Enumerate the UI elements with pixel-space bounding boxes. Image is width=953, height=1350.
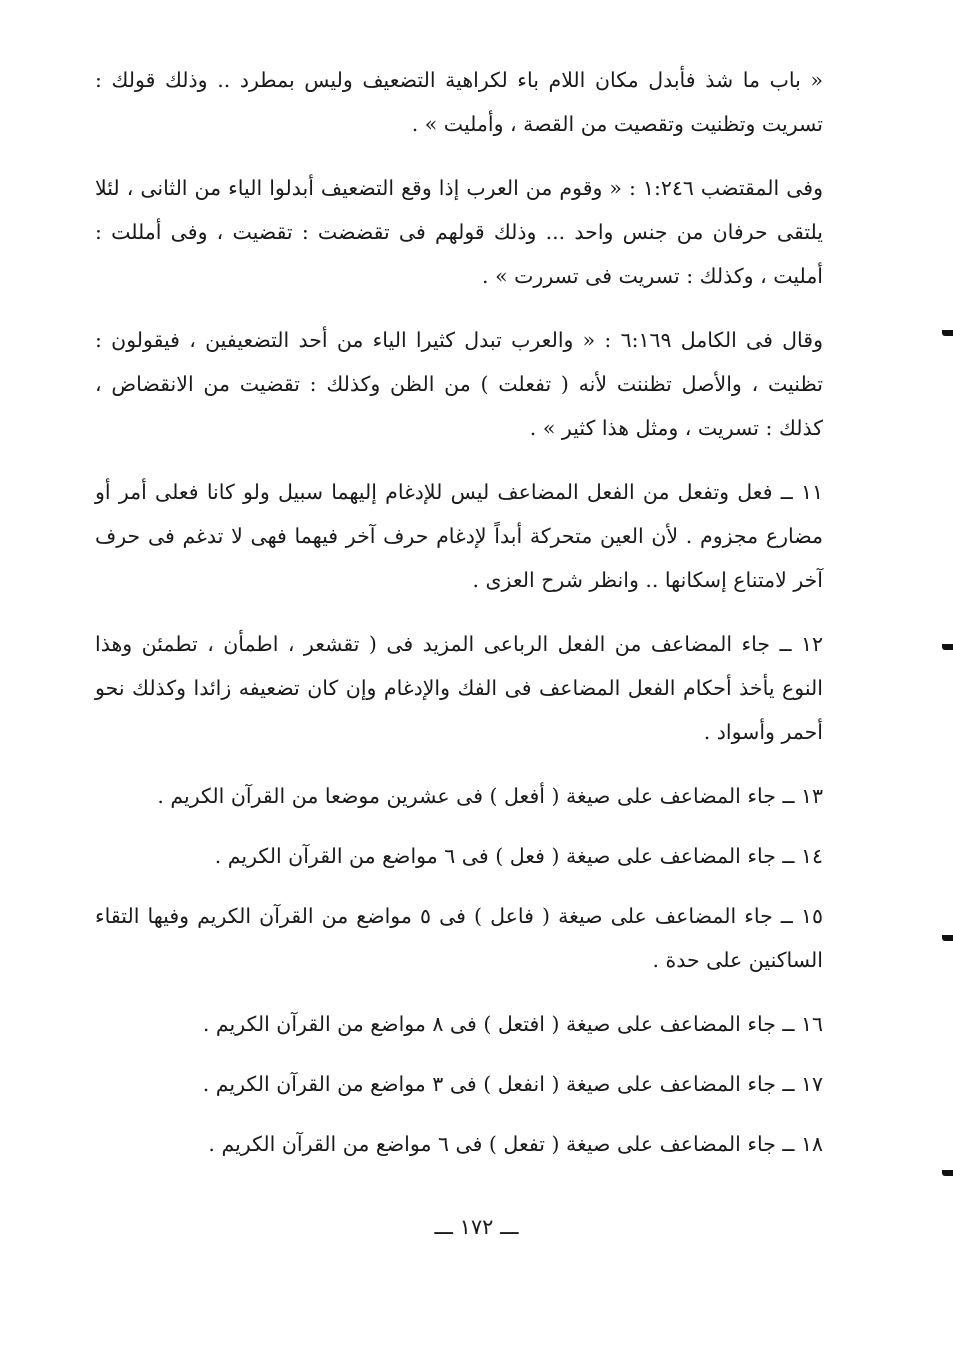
- paragraph-item-16: ١٦ ــ جاء المضاعف على صيغة ( افتعل ) فى ٨ مواضع من القرآن الكريم .: [202, 1012, 823, 1036]
- scan-edge-mark: [942, 644, 953, 650]
- paragraph-quote-1: « باب ما شذ فأبدل مكان اللام باء لكراهية التضعيف وليس بمطرد .. وذلك قولك : تسريت وتظنيت وتقصيت من القصة ، وأمليت » .: [95, 68, 823, 136]
- paragraph-item-18: ١٨ ــ جاء المضاعف على صيغة ( تفعل ) فى ٦ مواضع من القرآن الكريم .: [208, 1132, 823, 1156]
- paragraph-item-14: ١٤ ــ جاء المضاعف على صيغة ( فعل ) فى ٦ مواضع من القرآن الكريم .: [214, 844, 823, 868]
- paragraph-item-15: ١٥ ــ جاء المضاعف على صيغة ( فاعل ) فى ٥ مواضع من القرآن الكريم وفيها التقاء الساكنين على حدة .: [95, 904, 824, 972]
- paragraph-item-11: ١١ ــ فعل وتفعل من الفعل المضاعف ليس للإدغام إليهما سبيل ولو كانا فعلى أمر أو مضارع مجزوم . لأن العين متحركة أبداً لإدغام حرف آخر فيهما فهى لا تدغم فى حرف آخر لامتناع إسكانها .. وانظر شرح العزى .: [95, 480, 823, 592]
- page-body: [95, 58, 823, 1328]
- scan-edge-mark: [942, 935, 953, 941]
- paragraph-kamil: وقال فى الكامل ٦:١٦٩ : « والعرب تبدل كثيرا الياء من أحد التضعيفين ، فيقولون : تظنيت ، والأصل تظننت لأنه ( تفعلت ) من الظن وكذلك : تقضيت من الانقضاض ، كذلك : تسريت ، ومثل هذا كثير » .: [95, 328, 823, 440]
- page-number: ـــ ١٧٢ ـــ: [434, 1215, 519, 1239]
- paragraph-item-12: ١٢ ــ جاء المضاعف من الفعل الرباعى المزيد فى ( تقشعر ، اطمأن ، تطمئن وهذا النوع يأخذ أحكام الفعل المضاعف فى الفك والإدغام وإن كان تضعيفه زائدا وكذلك نحو أحمر وأسواد .: [95, 632, 823, 744]
- scan-edge-mark: [942, 1170, 953, 1176]
- paragraph-item-13: ١٣ ــ جاء المضاعف على صيغة ( أفعل ) فى عشرين موضعا من القرآن الكريم .: [157, 784, 823, 808]
- scan-edge-mark: [942, 330, 953, 336]
- paragraph-muqtadab: وفى المقتضب ١:٢٤٦ : « وقوم من العرب إذا وقع التضعيف أبدلوا الياء من الثانى ، لئلا يلتقى حرفان من جنس واحد ... وذلك قولهم فى تقضضت : تقضيت ، وفى أمللت : أمليت ، وكذلك : تسريت فى تسررت » .: [95, 176, 823, 288]
- paragraph-item-17: ١٧ ــ جاء المضاعف على صيغة ( انفعل ) فى ٣ مواضع من القرآن الكريم .: [202, 1072, 823, 1096]
